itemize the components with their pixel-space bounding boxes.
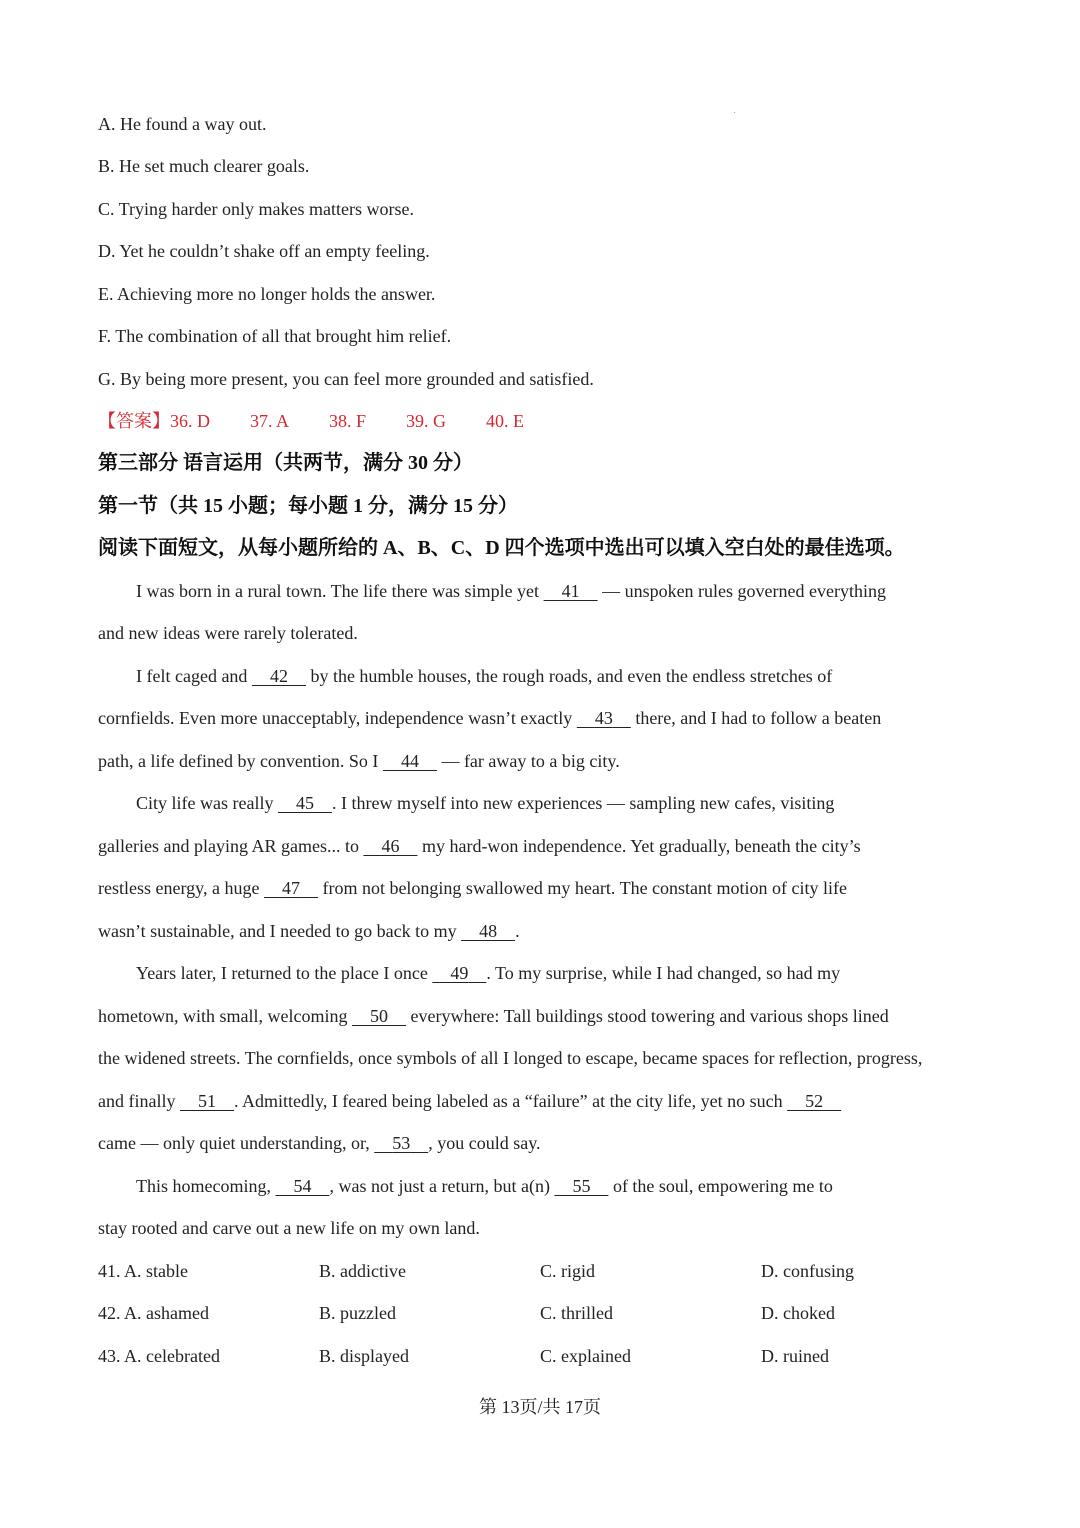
passage-line: path, a life defined by convention. So I 44 — far away to a big city. — [98, 751, 620, 771]
blank-42: 42 — [269, 666, 288, 686]
passage-line: City life was really 45 . I threw myself into new experiences — sampling new cafes, visiting — [136, 793, 835, 813]
choice-b: B. He set much clearer goals. — [98, 156, 310, 176]
choice-a: A. He found a way out. — [98, 114, 267, 134]
choice-e: E. Achieving more no longer holds the answer. — [98, 284, 436, 304]
blank-44: 44 — [400, 751, 419, 771]
passage-line: the widened streets. The cornfields, once symbols of all I longed to escape, became spaces for reflection, progress, — [98, 1048, 923, 1068]
blank-54: 54 — [293, 1176, 312, 1196]
passage-line: wasn’t sustainable, and I needed to go back to my 48 . — [98, 921, 520, 941]
option-42-a: 42. A. ashamed — [98, 1303, 209, 1323]
instruction-heading: 阅读下面短文，从每小题所给的 A、B、C、D 四个选项中选出可以填入空白处的最佳选项。 — [98, 537, 905, 559]
passage-line: came — only quiet understanding, or, 53 , you could say. — [98, 1133, 541, 1153]
answer-36: 36. D — [170, 411, 210, 431]
option-42-d: D. choked — [761, 1303, 835, 1323]
option-42-c: C. thrilled — [540, 1303, 613, 1323]
page-footer: 第 13页/共 17页 — [478, 1397, 601, 1417]
passage-line: stay rooted and carve out a new life on my own land. — [98, 1218, 480, 1238]
answer-key — [98, 409, 524, 433]
passage-line: I felt caged and 42 by the humble houses, the rough roads, and even the endless stretches of — [136, 666, 833, 686]
blank-46: 46 — [381, 836, 400, 856]
option-41-a: 41. A. stable — [98, 1261, 188, 1281]
option-43-c: C. explained — [540, 1346, 631, 1366]
subsection-heading: 第一节（共 15 小题；每小题 1 分，满分 15 分） — [98, 495, 518, 517]
blank-41: 41 — [561, 581, 580, 601]
blank-45: 45 — [295, 793, 314, 813]
blank-50: 50 — [369, 1006, 388, 1026]
passage-line: Years later, I returned to the place I once 49 . To my surprise, while I had changed, so had my — [136, 963, 841, 983]
choice-f: F. The combination of all that brought him relief. — [98, 326, 452, 346]
part-heading: 第三部分 语言运用（共两节，满分 30 分） — [98, 452, 473, 474]
scan-speck — [734, 112, 735, 113]
passage-line: This homecoming, 54 , was not just a return, but a(n) 55 of the soul, empowering me to — [136, 1176, 833, 1196]
passage-line: hometown, with small, welcoming 50 everywhere: Tall buildings stood towering and various shops lined — [98, 1006, 889, 1026]
answer-38: 38. F — [329, 411, 367, 431]
blank-43: 43 — [594, 708, 613, 728]
blank-51: 51 — [197, 1091, 216, 1111]
passage-line: I was born in a rural town. The life there was simple yet 41 — unspoken rules governed everything — [136, 581, 886, 601]
answer-label: 【答案】 — [98, 411, 170, 431]
option-43-b: B. displayed — [319, 1346, 409, 1366]
passage-line: galleries and playing AR games... to 46 my hard-won independence. Yet gradually, beneath the city’s — [98, 836, 861, 856]
answer-37: 37. A — [250, 411, 290, 431]
passage-line: and new ideas were rarely tolerated. — [98, 623, 358, 643]
passage-line: restless energy, a huge 47 from not belonging swallowed my heart. The constant motion of city life — [98, 878, 848, 898]
option-43-d: D. ruined — [761, 1346, 829, 1366]
option-41-d: D. confusing — [761, 1261, 854, 1281]
passage-line: cornfields. Even more unacceptably, independence wasn’t exactly 43 there, and I had to follow a beaten — [98, 708, 882, 728]
blank-53: 53 — [392, 1133, 411, 1153]
choice-d: D. Yet he couldn’t shake off an empty feeling. — [98, 241, 430, 261]
blank-48: 48 — [479, 921, 498, 941]
blank-47: 47 — [281, 878, 300, 898]
option-41-b: B. addictive — [319, 1261, 406, 1281]
blank-49: 49 — [450, 963, 469, 983]
choice-g: G. By being more present, you can feel more grounded and satisfied. — [98, 369, 594, 389]
answer-40: 40. E — [486, 411, 524, 431]
option-42-b: B. puzzled — [319, 1303, 396, 1323]
blank-52: 52 — [805, 1091, 824, 1111]
option-41-c: C. rigid — [540, 1261, 596, 1281]
option-43-a: 43. A. celebrated — [98, 1346, 220, 1366]
answer-39: 39. G — [406, 411, 446, 431]
choice-c: C. Trying harder only makes matters worse. — [98, 199, 414, 219]
passage-line: and finally 51 . Admittedly, I feared being labeled as a “failure” at the city life, yet no such 52 — [98, 1089, 841, 1113]
blank-55: 55 — [572, 1176, 591, 1196]
